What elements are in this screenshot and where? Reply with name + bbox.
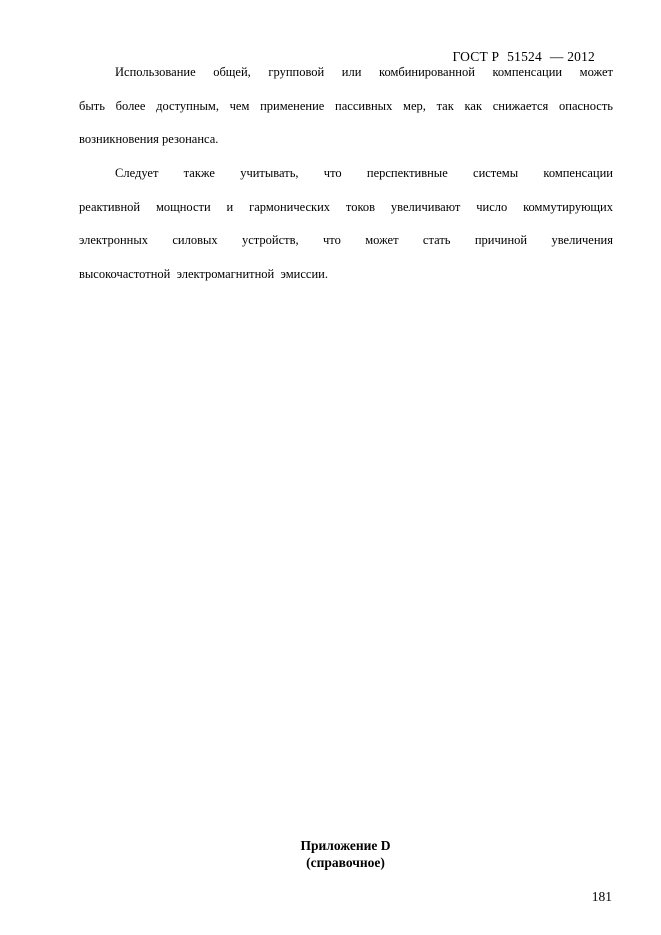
paragraph-line: Использование общей, групповой или комбинированной компенсации может <box>115 65 613 79</box>
paragraph-line: быть более доступным, чем применение пассивных мер, так как снижается опасность <box>79 98 613 113</box>
appendix-heading <box>0 837 661 871</box>
page-number: 181 <box>591 889 612 904</box>
appendix-subtitle: (справочное) <box>306 855 385 870</box>
paragraph-line: Следует также учитывать, что перспективные системы компенсации <box>115 166 613 180</box>
paragraph-line: реактивной мощности и гармонических токов увеличивают число коммутирующих <box>79 199 613 214</box>
paragraph-line: возникновения резонанса. <box>79 132 219 146</box>
appendix-title: Приложение D <box>300 838 391 853</box>
paragraph-line: электронных силовых устройств, что может стать причиной увеличения <box>79 233 613 247</box>
standard-year: — 2012 <box>549 49 595 64</box>
paragraph-2 <box>79 157 613 291</box>
standard-number: 51524 <box>507 49 542 64</box>
standard-label: ГОСТ Р <box>452 49 500 64</box>
paragraph-line: высокочастотной электромагнитной эмиссии. <box>79 266 328 281</box>
paragraph-1 <box>79 56 613 157</box>
